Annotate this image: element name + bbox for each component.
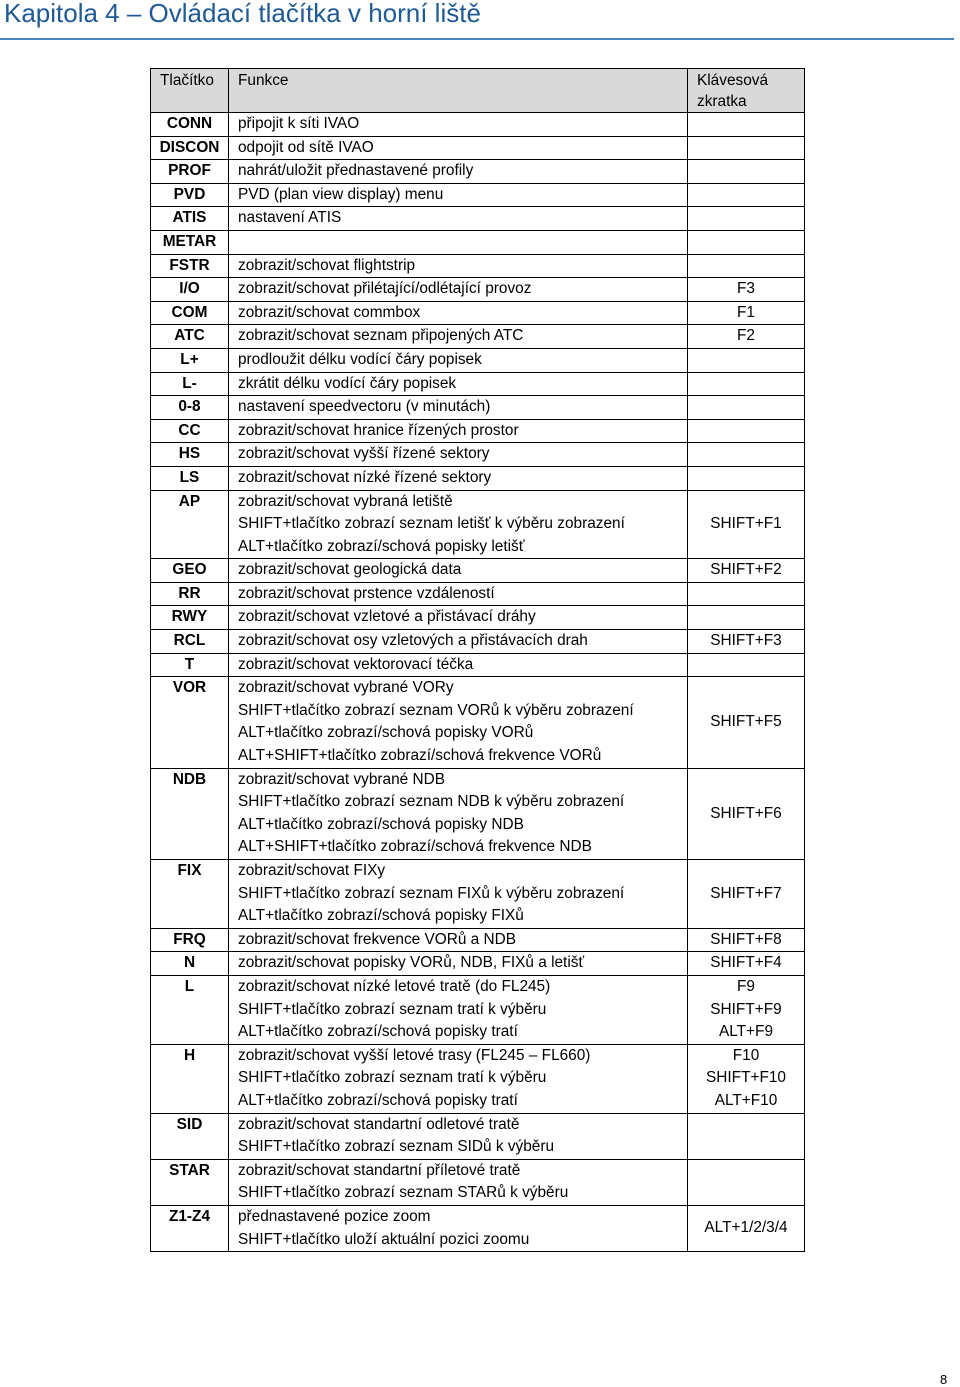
function-cell (229, 325, 688, 349)
function-cell (229, 301, 688, 325)
shortcut-text: F10 (732, 1046, 760, 1064)
button-name-cell: RR (151, 582, 229, 606)
shortcut-text: ALT+F9 (718, 1023, 774, 1041)
function-text: ALT+tlačítko zobrazí/schová popisky NDB (238, 815, 524, 833)
shortcut-cell (688, 230, 805, 254)
function-text: zobrazit/schovat vybraná letiště (238, 492, 453, 510)
shortcut-cell (688, 952, 805, 976)
function-text: SHIFT+tlačítko zobrazí seznam FIXů k výběru zobrazení (238, 884, 625, 902)
button-name-cell: L+ (151, 348, 229, 372)
function-text: ALT+SHIFT+tlačítko zobrazí/schová frekvence NDB (238, 838, 592, 856)
button-name-cell: RWY (151, 606, 229, 630)
shortcut-cell (688, 372, 805, 396)
function-cell (229, 559, 688, 583)
table-row (151, 653, 805, 677)
function-cell (229, 1044, 688, 1113)
table-row (151, 207, 805, 231)
table-row (151, 160, 805, 184)
table-row (151, 1044, 805, 1113)
function-text: SHIFT+tlačítko zobrazí seznam NDB k výběru zobrazení (238, 793, 625, 811)
button-name-cell: RCL (151, 630, 229, 654)
function-text: zobrazit/schovat popisky VORů, NDB, FIXů a letišť (238, 954, 585, 972)
table-row (151, 630, 805, 654)
function-text: SHIFT+tlačítko zobrazí seznam VORů k výběru zobrazení (238, 701, 634, 719)
shortcut-text: F2 (737, 327, 755, 345)
function-text: zobrazit/schovat vyšší letové trasy (FL245 – FL660) (238, 1046, 591, 1064)
function-cell (229, 348, 688, 372)
button-name-cell: VOR (151, 677, 229, 768)
function-text: zobrazit/schovat prstence vzdáleností (238, 584, 495, 602)
header-button-label: Tlačítko (160, 72, 214, 89)
function-cell (229, 230, 688, 254)
button-name-cell: ATC (151, 325, 229, 349)
shortcut-cell (688, 653, 805, 677)
function-text: zobrazit/schovat vzletové a přistávací dráhy (238, 608, 536, 626)
function-cell (229, 372, 688, 396)
function-cell (229, 768, 688, 859)
shortcut-cell (688, 113, 805, 137)
shortcut-cell (688, 348, 805, 372)
table-row (151, 396, 805, 420)
function-cell (229, 677, 688, 768)
table-row (151, 860, 805, 929)
function-text: SHIFT+tlačítko zobrazí seznam tratí k výběru (238, 1000, 547, 1018)
button-name-cell: CONN (151, 113, 229, 137)
table-row (151, 325, 805, 349)
button-name-cell: STAR (151, 1159, 229, 1205)
function-text: PVD (plan view display) menu (238, 185, 444, 203)
function-cell (229, 183, 688, 207)
shortcut-text: SHIFT+F1 (710, 515, 782, 533)
shortcut-cell (688, 559, 805, 583)
table-row (151, 443, 805, 467)
table-row (151, 677, 805, 768)
function-cell (229, 136, 688, 160)
button-name-cell: I/O (151, 278, 229, 302)
function-text: zobrazit/schovat vektorovací téčka (238, 655, 474, 673)
header-shortcut-label-2: zkratka (697, 93, 747, 110)
shortcut-cell (688, 419, 805, 443)
function-cell (229, 278, 688, 302)
button-name-cell: GEO (151, 559, 229, 583)
table-row (151, 230, 805, 254)
shortcut-text: SHIFT+F10 (706, 1069, 786, 1087)
shortcut-cell (688, 301, 805, 325)
function-text: nahrát/uložit přednastavené profily (238, 162, 474, 180)
table-row (151, 419, 805, 443)
button-name-cell: HS (151, 443, 229, 467)
shortcut-text: SHIFT+F7 (710, 884, 782, 902)
header-function (229, 69, 688, 113)
function-text: zobrazit/schovat nízké řízené sektory (238, 468, 492, 486)
function-text: zobrazit/schovat seznam připojených ATC (238, 327, 524, 345)
shortcut-cell (688, 630, 805, 654)
function-text (238, 231, 687, 254)
function-text: připojit k síti IVAO (238, 115, 360, 132)
button-name-cell: L (151, 975, 229, 1044)
table-row (151, 466, 805, 490)
shortcut-cell (688, 490, 805, 559)
function-text: zobrazit/schovat nízké letové tratě (do FL245) (238, 977, 551, 995)
shortcut-cell (688, 396, 805, 420)
button-name-cell: SID (151, 1113, 229, 1159)
function-text: zobrazit/schovat geologická data (238, 561, 462, 579)
button-name-cell: COM (151, 301, 229, 325)
function-text: SHIFT+tlačítko zobrazí seznam letišť k výběru zobrazení (238, 515, 625, 533)
heading-underline (0, 38, 954, 40)
shortcut-text: ALT+1/2/3/4 (704, 1219, 788, 1237)
button-name-cell: CC (151, 419, 229, 443)
function-text: odpojit od sítě IVAO (238, 138, 374, 156)
table-body (151, 113, 805, 1252)
shortcut-cell (688, 606, 805, 630)
shortcut-cell (688, 1159, 805, 1205)
function-cell (229, 582, 688, 606)
function-cell (229, 254, 688, 278)
button-name-cell: DISCON (151, 136, 229, 160)
function-text: zobrazit/schovat commbox (238, 303, 421, 321)
function-text: zobrazit/schovat vyšší řízené sektory (238, 445, 490, 463)
button-name-cell: LS (151, 466, 229, 490)
function-text: ALT+SHIFT+tlačítko zobrazí/schová frekvence VORů (238, 747, 602, 765)
function-text: zobrazit/schovat flightstrip (238, 256, 416, 274)
shortcut-text: SHIFT+F2 (710, 561, 782, 579)
button-name-cell: AP (151, 490, 229, 559)
table-row (151, 490, 805, 559)
table-header-row (151, 69, 805, 113)
button-name-cell: L- (151, 372, 229, 396)
table-row (151, 301, 805, 325)
function-text: SHIFT+tlačítko zobrazí seznam tratí k výběru (238, 1069, 547, 1087)
table-row (151, 1159, 805, 1205)
shortcut-cell (688, 975, 805, 1044)
shortcut-text: SHIFT+F3 (710, 632, 782, 650)
shortcut-cell (688, 160, 805, 184)
button-name-cell: FRQ (151, 928, 229, 952)
button-name-cell: METAR (151, 230, 229, 254)
table-row (151, 136, 805, 160)
shortcut-cell (688, 677, 805, 768)
shortcut-text: SHIFT+F9 (710, 1000, 782, 1018)
function-text: SHIFT+tlačítko uloží aktuální pozici zoomu (238, 1230, 530, 1248)
header-shortcut (688, 69, 805, 113)
button-name-cell: PROF (151, 160, 229, 184)
shortcut-cell (688, 278, 805, 302)
function-cell (229, 113, 688, 137)
shortcut-cell (688, 1113, 805, 1159)
shortcut-text: F1 (737, 303, 755, 321)
shortcut-text: F3 (737, 280, 755, 298)
table-row (151, 582, 805, 606)
function-text: přednastavené pozice zoom (238, 1207, 431, 1225)
function-cell (229, 1113, 688, 1159)
button-name-cell: Z1-Z4 (151, 1205, 229, 1251)
button-name-cell: ATIS (151, 207, 229, 231)
function-cell (229, 207, 688, 231)
function-cell (229, 419, 688, 443)
table-row (151, 113, 805, 137)
button-name-cell: N (151, 952, 229, 976)
function-text: zobrazit/schovat hranice řízených prostor (238, 421, 519, 439)
shortcut-cell (688, 1044, 805, 1113)
table-row (151, 559, 805, 583)
shortcut-text: F9 (737, 977, 755, 995)
shortcut-cell (688, 207, 805, 231)
button-name-cell: FIX (151, 860, 229, 929)
function-text: zobrazit/schovat vybrané VORy (238, 679, 454, 697)
header-shortcut-label-1: Klávesová (697, 72, 769, 89)
table-row (151, 768, 805, 859)
function-cell (229, 490, 688, 559)
function-cell (229, 160, 688, 184)
function-text: zobrazit/schovat osy vzletových a přistávacích drah (238, 632, 588, 650)
function-text: ALT+tlačítko zobrazí/schová popisky FIXů (238, 907, 524, 925)
shortcut-cell (688, 183, 805, 207)
function-text: ALT+tlačítko zobrazí/schová popisky tratí (238, 1091, 518, 1109)
table-row (151, 1205, 805, 1251)
page-number: 8 (940, 1372, 948, 1387)
table-row (151, 278, 805, 302)
shortcut-cell (688, 582, 805, 606)
function-cell (229, 928, 688, 952)
table-row (151, 254, 805, 278)
button-name-cell: 0-8 (151, 396, 229, 420)
function-text: ALT+tlačítko zobrazí/schová popisky tratí (238, 1023, 518, 1041)
function-cell (229, 952, 688, 976)
shortcut-cell (688, 443, 805, 467)
table-row (151, 975, 805, 1044)
function-text: zobrazit/schovat standartní odletové tratě (238, 1115, 520, 1133)
shortcut-text: SHIFT+F4 (710, 954, 782, 972)
function-text: ALT+tlačítko zobrazí/schová popisky letišť (238, 537, 525, 555)
function-text: nastavení speedvectoru (v minutách) (238, 398, 491, 416)
shortcut-cell (688, 928, 805, 952)
function-cell (229, 396, 688, 420)
function-cell (229, 975, 688, 1044)
function-text: SHIFT+tlačítko zobrazí seznam SIDů k výběru (238, 1138, 555, 1156)
shortcut-text: ALT+F10 (714, 1091, 778, 1109)
shortcut-text: SHIFT+F5 (710, 713, 782, 731)
function-text: zobrazit/schovat frekvence VORů a NDB (238, 930, 517, 948)
function-text: ALT+tlačítko zobrazí/schová popisky VORů (238, 724, 534, 742)
table-row (151, 183, 805, 207)
button-name-cell: T (151, 653, 229, 677)
shortcut-cell (688, 254, 805, 278)
buttons-table (150, 68, 805, 1252)
button-name-cell: NDB (151, 768, 229, 859)
function-text: zobrazit/schovat přilétající/odlétající provoz (238, 280, 532, 298)
shortcut-cell (688, 860, 805, 929)
function-cell (229, 1205, 688, 1251)
function-text: zobrazit/schovat FIXy (238, 862, 386, 879)
function-cell (229, 860, 688, 929)
function-text: zobrazit/schovat vybrané NDB (238, 770, 446, 788)
page-heading: Kapitola 4 – Ovládací tlačítka v horní liště (4, 0, 481, 28)
table-row (151, 606, 805, 630)
shortcut-text: SHIFT+F6 (710, 804, 782, 822)
shortcut-cell (688, 768, 805, 859)
function-text: SHIFT+tlačítko zobrazí seznam STARů k výběru (238, 1184, 569, 1202)
button-name-cell: FSTR (151, 254, 229, 278)
shortcut-cell (688, 325, 805, 349)
shortcut-cell (688, 1205, 805, 1251)
table-row (151, 348, 805, 372)
function-cell (229, 1159, 688, 1205)
function-text: zkrátit délku vodící čáry popisek (238, 374, 457, 392)
function-cell (229, 466, 688, 490)
function-cell (229, 443, 688, 467)
table-row (151, 1113, 805, 1159)
function-text: prodloužit délku vodící čáry popisek (238, 350, 482, 368)
shortcut-text: SHIFT+F8 (710, 930, 782, 948)
table-row (151, 952, 805, 976)
button-name-cell: PVD (151, 183, 229, 207)
function-text: zobrazit/schovat standartní příletové tratě (238, 1161, 521, 1179)
table-row (151, 372, 805, 396)
shortcut-cell (688, 136, 805, 160)
function-text: nastavení ATIS (238, 209, 342, 227)
header-button (151, 69, 229, 113)
button-name-cell: H (151, 1044, 229, 1113)
function-cell (229, 653, 688, 677)
table-row (151, 928, 805, 952)
function-cell (229, 630, 688, 654)
shortcut-cell (688, 466, 805, 490)
header-function-label: Funkce (238, 72, 289, 89)
function-cell (229, 606, 688, 630)
